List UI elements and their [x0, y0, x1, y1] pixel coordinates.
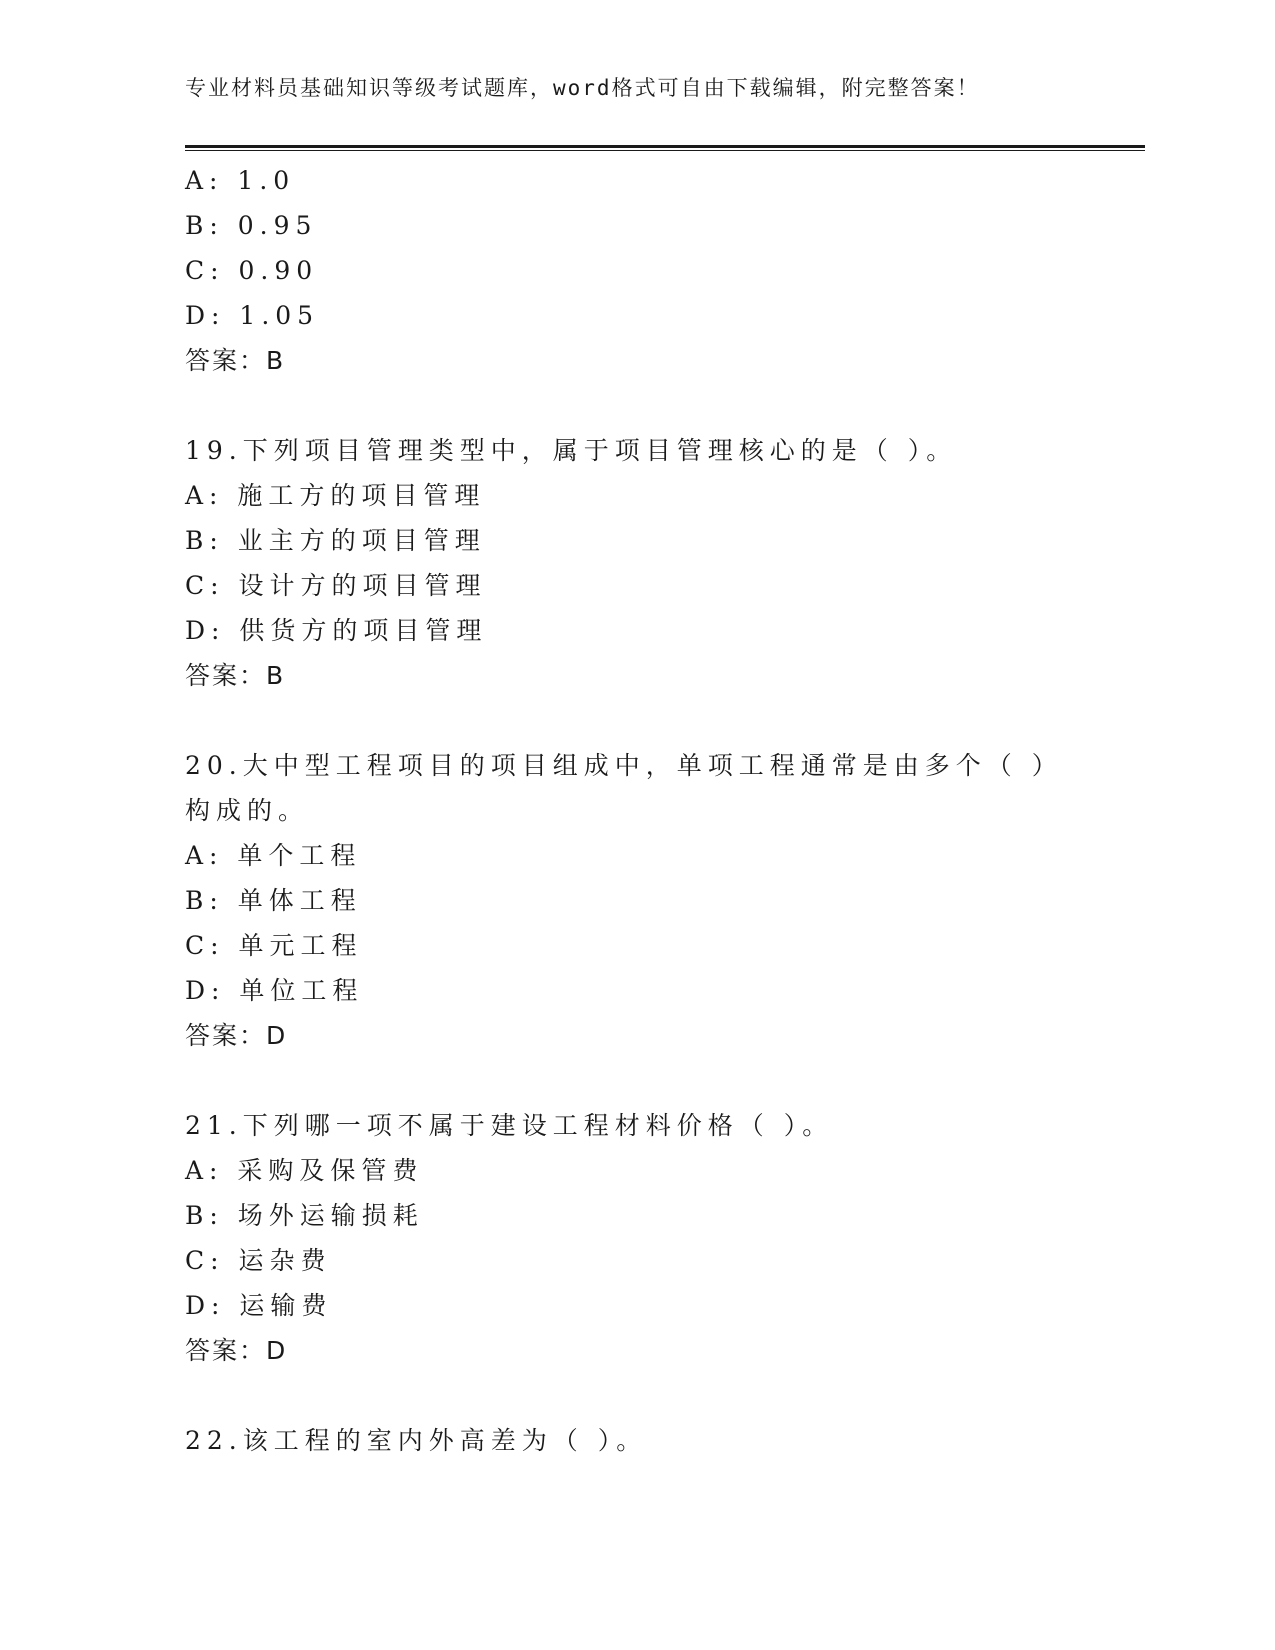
option-d: D: 供货方的项目管理 — [185, 616, 488, 645]
header-rule-thin — [185, 150, 1145, 151]
answer-line: 答案：B — [185, 661, 286, 690]
question-stem: 20.大中型工程项目的项目组成中，单项工程通常是由多个（ ）构成的。 — [185, 751, 1063, 825]
option-b: B: 场外运输损耗 — [185, 1201, 424, 1230]
question-item — [185, 1418, 1085, 1463]
option-d: D: 运输费 — [185, 1291, 333, 1320]
question-list — [185, 158, 1085, 1463]
option-b: B: 业主方的项目管理 — [185, 526, 486, 555]
option-d: D: 1.05 — [185, 301, 320, 330]
answer-line: 答案：D — [185, 1336, 288, 1365]
question-item — [185, 743, 1085, 1058]
page-header: 专业材料员基础知识等级考试题库，word格式可自由下载编辑，附完整答案！ — [185, 76, 980, 100]
header-rule-thick — [185, 145, 1145, 148]
option-b: B: 0.95 — [185, 211, 318, 240]
option-b: B: 单体工程 — [185, 886, 362, 915]
option-a: A: 单个工程 — [185, 841, 362, 870]
option-a: A: 施工方的项目管理 — [185, 481, 486, 510]
question-stem: 21.下列哪一项不属于建设工程材料价格（ ）。 — [185, 1111, 834, 1140]
answer-line: 答案：B — [185, 346, 286, 375]
option-a: A: 采购及保管费 — [185, 1156, 424, 1185]
option-c: C: 设计方的项目管理 — [185, 571, 487, 600]
question-item — [185, 1103, 1085, 1373]
option-c: C: 单元工程 — [185, 931, 363, 960]
option-a: A: 1.0 — [185, 166, 296, 195]
question-item — [185, 158, 1085, 383]
option-d: D: 单位工程 — [185, 976, 364, 1005]
question-stem: 19.下列项目管理类型中，属于项目管理核心的是（ ）。 — [185, 436, 958, 465]
question-stem: 22.该工程的室内外高差为（ ）。 — [185, 1426, 648, 1455]
answer-line: 答案：D — [185, 1021, 288, 1050]
option-c: C: 运杂费 — [185, 1246, 332, 1275]
option-c: C: 0.90 — [185, 256, 319, 285]
question-item — [185, 428, 1085, 698]
